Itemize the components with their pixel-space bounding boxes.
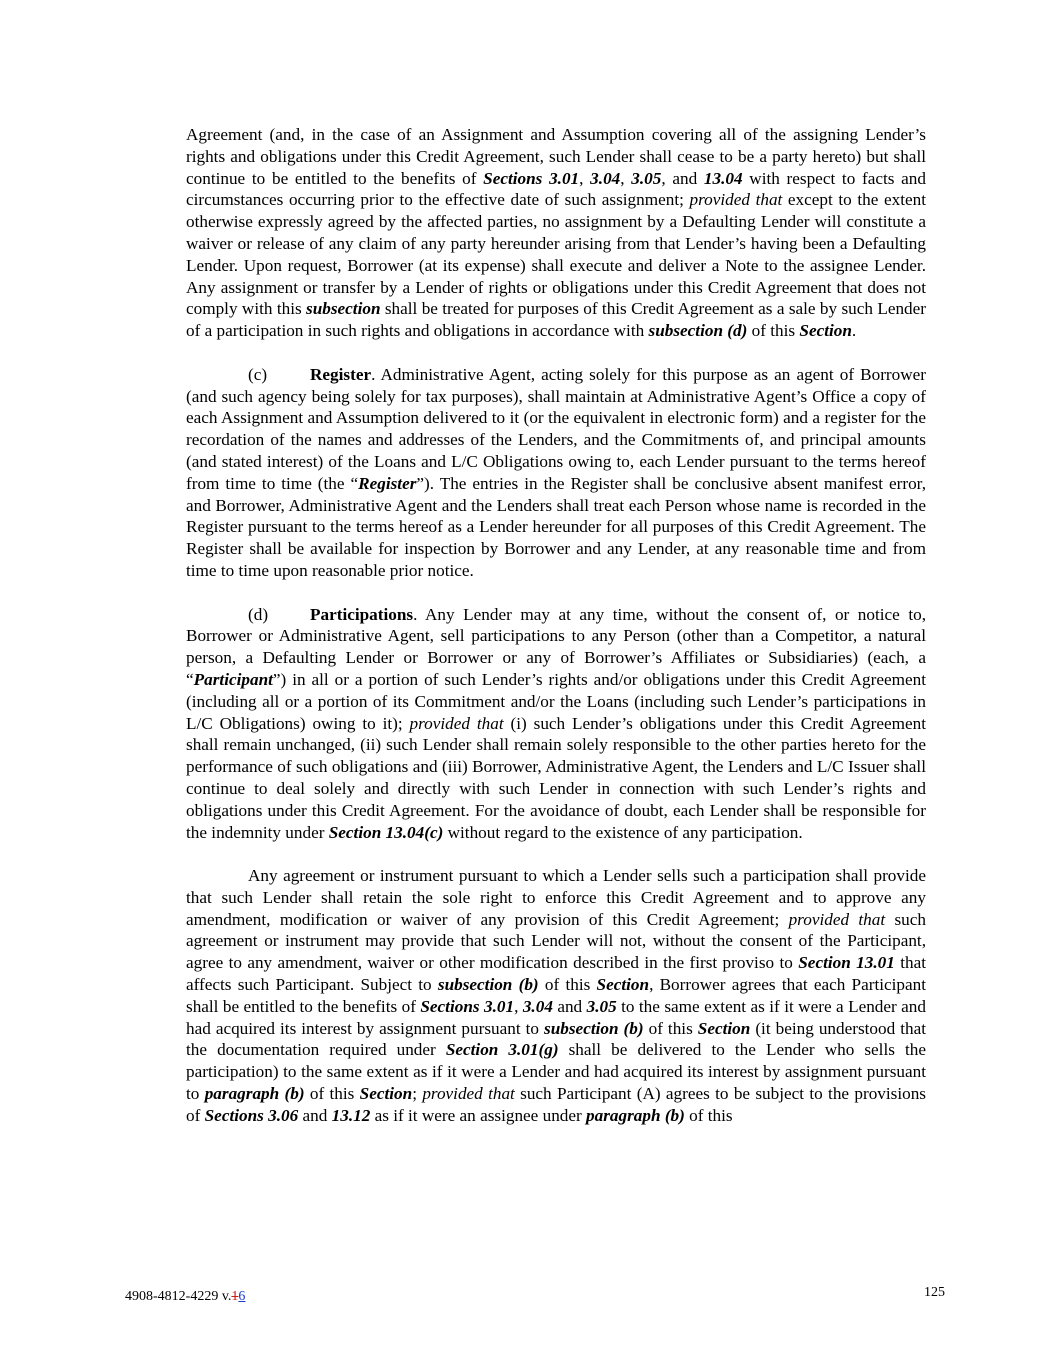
proviso: provided that <box>689 190 783 210</box>
cross-reference: paragraph (b) <box>586 1105 685 1125</box>
page-number: 125 <box>924 1285 945 1300</box>
text: Agreement (and, in the case of an Assignment and Assumption covering all of the assigning Lender’s rights and obligations under this Credit Agreement, such Lender shall cease to be a party hereto) but shall continue to be entitled to the benefits of <box>186 125 926 188</box>
paragraph-participation-agreements <box>186 865 926 1127</box>
text: , <box>514 996 523 1016</box>
text: , and <box>661 168 704 188</box>
text: and <box>552 996 587 1016</box>
text: ”). The entries in the Register shall be conclusive absent manifest error, and Borrower, Administrative Agent and the Lenders shall treat each Person whose name is recorded in the Register pursuant to the terms hereof as a Lender hereunder for all purposes of this Credit Agreement. The Register shall be available for inspection by Borrower and any Lender, at any reasonable time and from time to time upon reasonable prior notice. <box>186 473 926 580</box>
text: . Any Lender may at any time, without the consent of, or notice to, Borrower or Administrative Agent, sell participations to any Person (other than a Competitor, a natural person, a Defaulting Lender or Borrower or any of Borrower’s Affiliates or Subsidiaries) (each, a “ <box>186 604 926 689</box>
cross-reference: Sections 3.06 <box>204 1105 299 1125</box>
text: , <box>579 168 591 188</box>
text: , <box>620 168 632 188</box>
cross-reference: Section 13.01 <box>798 953 895 973</box>
cross-reference: Section <box>799 321 852 341</box>
inserted-version: 6 <box>238 1289 246 1304</box>
cross-reference: Section <box>697 1018 751 1038</box>
cross-reference: subsection <box>306 299 381 319</box>
defined-term: Participant <box>193 669 273 689</box>
defined-term: Register <box>358 473 417 493</box>
text: , Borrower agrees that each Participant shall be entitled to the benefits of <box>186 975 927 1016</box>
section-heading: Register <box>310 364 372 384</box>
text: (i) such Lender’s obligations under this Credit Agreement shall remain unchanged, (ii) such Lender shall remain solely responsible to the other parties hereto for the performance of such obligations and (iii) Borrower, Administrative Agent, the Lenders and L/C Issuer shall continue to deal solely and directly with such Lender in connection with such Lender’s rights and obligations under this Credit Agreement. For the avoidance of doubt, each Lender shall be responsible for the indemnity under <box>186 713 926 842</box>
text: of this <box>684 1105 733 1125</box>
text: shall be delivered to the Lender who sells the participation) to the same extent as if it were a Lender and had acquired its interest by assignment pursuant to <box>186 1040 926 1104</box>
text: of this <box>304 1084 360 1104</box>
text: of this <box>747 321 800 341</box>
section-number: (d) <box>248 604 269 624</box>
text: . Administrative Agent, acting solely for this purpose as an agent of Borrower (and such agency being solely for tax purposes), shall maintain at Administrative Agent’s Office a copy of each Assignment and Assumption delivered to it (or the equivalent in electronic form) and a register for the recordation of the names and addresses of the Lenders, and the Commitments of, and principal amounts (and stated interest) of the Loans and L/C Obligations owing to, each Lender pursuant to the terms hereof from time to time (the “ <box>186 364 926 493</box>
text: Any agreement or instrument pursuant to which a Lender sells such a participation shall provide that such Lender shall retain the sole right to enforce this Credit Agreement and to approve any amendment, modification or waiver of any provision of this Credit Agreement; <box>186 866 926 929</box>
text: ”) in all or a portion of such Lender’s rights and/or obligations under this Credit Agreement (including all or a portion of its Commitment and/or the Loans (including such Lender’s participations in L/C Obligations) owing to it); <box>186 669 926 733</box>
deleted-version: 1 <box>231 1289 239 1304</box>
cross-reference: 3.04 <box>590 168 621 188</box>
cross-reference: subsection (b) <box>437 975 539 995</box>
cross-reference: Section <box>359 1084 413 1104</box>
text: except to the extent otherwise expressly agreed by the affected parties, no assignment by a Defaulting Lender will constitute a waiver or release of any claim of any party hereunder arising from that Lender’s having been a Defaulting Lender. Upon request, Borrower (at its expense) shall execute and deliver a Note to the assignee Lender. Any assignment or transfer by a Lender of rights or obligations under this Credit Agreement that does not comply with this <box>186 190 926 319</box>
text: ; <box>412 1084 423 1104</box>
cross-reference: 3.05 <box>631 168 662 188</box>
doc-id-text: 4908-4812-4229 v. <box>125 1289 232 1304</box>
text: to the same extent as if it were a Lender and had acquired its interest by assignment pursuant to <box>186 996 926 1038</box>
proviso: provided that <box>788 909 886 929</box>
text: such Participant (A) agrees to be subject to the provisions of <box>186 1084 926 1125</box>
cross-reference: 13.12 <box>331 1105 371 1125</box>
text: of this <box>538 975 597 995</box>
text: and <box>298 1105 332 1125</box>
paragraph-register <box>186 364 926 582</box>
text: with respect to facts and circumstances occurring prior to the effective date of such assignment; <box>186 168 926 210</box>
cross-reference: 13.04 <box>703 168 743 188</box>
text: . <box>851 321 857 341</box>
proviso: provided that <box>409 713 504 733</box>
text: such agreement or instrument may provide that such Lender will not, without the consent of the Participant, agree to any amendment, waiver or other modification described in the first proviso to <box>186 909 926 973</box>
cross-reference: Section <box>596 975 650 995</box>
cross-reference: 3.04 <box>522 996 553 1016</box>
cross-reference: 3.05 <box>586 996 617 1016</box>
text: that affects such Participant. Subject to <box>186 953 926 995</box>
text: without regard to the existence of any participation. <box>443 822 803 842</box>
cross-reference: subsection (b) <box>544 1018 644 1038</box>
text: (it being understood that the documentation required under <box>186 1018 926 1060</box>
footer-document-id <box>125 1288 245 1306</box>
section-heading: Participations <box>310 604 414 624</box>
text: shall be treated for purposes of this Credit Agreement as a sale by such Lender of a participation in such rights and obligations in accordance with <box>186 299 926 341</box>
cross-reference: Sections 3.01 <box>420 996 515 1016</box>
section-number: (c) <box>248 364 268 384</box>
cross-reference: subsection (d) <box>648 321 748 341</box>
text: as if it were an assignee under <box>370 1105 587 1125</box>
cross-reference: paragraph (b) <box>204 1084 305 1104</box>
paragraph-assignment-continuation <box>186 124 926 342</box>
cross-reference: Sections 3.01 <box>483 168 580 188</box>
document-body <box>186 124 926 1127</box>
cross-reference: Section 3.01(g) <box>445 1040 559 1060</box>
cross-reference: Section 13.04(c) <box>328 822 444 842</box>
paragraph-participations <box>186 604 926 844</box>
text: of this <box>643 1018 698 1038</box>
proviso: provided that <box>422 1084 515 1104</box>
